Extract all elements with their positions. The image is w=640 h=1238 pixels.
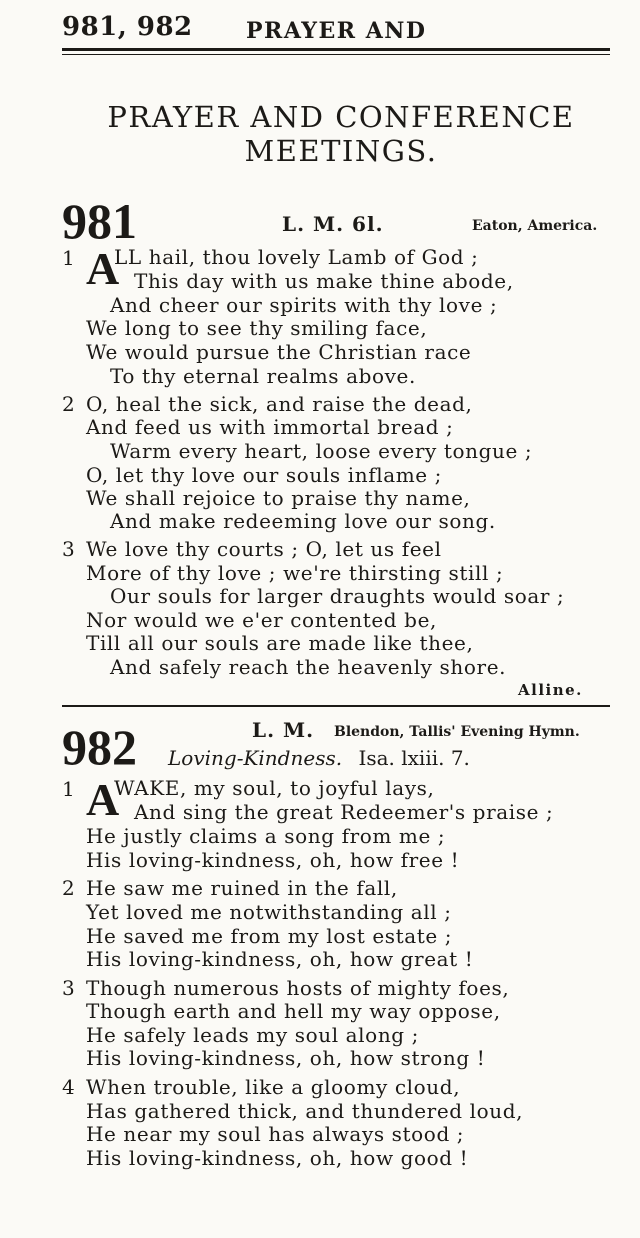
- verse-line: Has gathered thick, and thundered loud,: [86, 1099, 524, 1123]
- header-rule-thin: [62, 54, 610, 55]
- running-head: [62, 12, 610, 52]
- verse-line: Warm every heart, loose every tongue ;: [110, 439, 533, 463]
- verse-line: Our souls for larger draughts would soar ;: [110, 584, 565, 608]
- verse-line: And sing the great Redeemer's praise ;: [134, 800, 554, 824]
- section-title-line2: MEETINGS.: [244, 134, 438, 168]
- verse-line: We love thy courts ; O, let us feel: [86, 537, 442, 561]
- hymn-tune: Eaton, America.: [472, 218, 598, 234]
- hymn-author: Alline.: [518, 681, 583, 699]
- verse-line: O, heal the sick, and raise the dead,: [86, 392, 473, 416]
- stanza-number: 2: [62, 876, 75, 900]
- verse-line: More of thy love ; we're thirsting still ;: [86, 561, 504, 585]
- verse-line: Though earth and hell my way oppose,: [86, 999, 501, 1023]
- section-title: [62, 100, 620, 168]
- verse-line: Yet loved me notwithstanding all ;: [86, 900, 452, 924]
- stanza-number: 3: [62, 537, 75, 561]
- verse-line: WAKE, my soul, to joyful lays,: [114, 776, 435, 800]
- drop-cap: A: [86, 243, 120, 294]
- verse-line: His loving-kindness, oh, how strong !: [86, 1046, 486, 1070]
- verse-line: We would pursue the Christian race: [86, 340, 472, 364]
- verse-line: Till all our souls are made like thee,: [86, 631, 474, 655]
- verse-line: He justly claims a song from me ;: [86, 824, 446, 848]
- verse-line: And cheer our spirits with thy love ;: [110, 293, 498, 317]
- stanza-number: 2: [62, 392, 75, 416]
- hymn-meter: L. M.: [252, 718, 315, 742]
- hymn-number: 981: [62, 193, 137, 249]
- verse-line: And make redeeming love our song.: [110, 509, 496, 533]
- stanza-number: 1: [62, 246, 75, 270]
- verse-line: LL hail, thou lovely Lamb of God ;: [114, 245, 479, 269]
- subtitle-theme: Loving-Kindness.: [168, 746, 343, 770]
- hymn-divider: [62, 705, 610, 707]
- hymn-number: 982: [62, 719, 137, 775]
- verse-line: He saw me ruined in the fall,: [86, 876, 398, 900]
- page-numbers: 981, 982: [62, 12, 193, 42]
- hymn-meter: L. M. 6l.: [282, 212, 384, 236]
- verse-line: His loving-kindness, oh, how free !: [86, 848, 460, 872]
- verse-line: We long to see thy smiling face,: [86, 316, 428, 340]
- hymn-tune: Blendon, Tallis' Evening Hymn.: [334, 724, 580, 740]
- verse-line: O, let thy love our souls inflame ;: [86, 463, 443, 487]
- verse-line: His loving-kindness, oh, how good !: [86, 1146, 469, 1170]
- header-rule-thick: [62, 48, 610, 51]
- verse-line: His loving-kindness, oh, how great !: [86, 947, 474, 971]
- verse-line: Nor would we e'er contented be,: [86, 608, 437, 632]
- verse-line: This day with us make thine abode,: [134, 269, 514, 293]
- verse-line: To thy eternal realms above.: [110, 364, 416, 388]
- stanza-number: 3: [62, 976, 75, 1000]
- verse-line: He safely leads my soul along ;: [86, 1023, 419, 1047]
- verse-line: And feed us with immortal bread ;: [86, 415, 454, 439]
- stanza-number: 1: [62, 777, 75, 801]
- scripture-reference: Isa. lxiii. 7.: [358, 746, 470, 770]
- hymn-subtitle: [168, 746, 470, 770]
- verse-line: Though numerous hosts of mighty foes,: [86, 976, 510, 1000]
- stanza-number: 4: [62, 1075, 75, 1099]
- verse-line: When trouble, like a gloomy cloud,: [86, 1075, 461, 1099]
- verse-line: We shall rejoice to praise thy name,: [86, 486, 471, 510]
- verse-line: He saved me from my lost estate ;: [86, 924, 453, 948]
- verse-line: And safely reach the heavenly shore.: [110, 655, 507, 679]
- verse-line: He near my soul has always stood ;: [86, 1122, 465, 1146]
- section-title-line1: PRAYER AND CONFERENCE: [107, 100, 575, 134]
- running-title: PRAYER AND: [246, 18, 427, 44]
- drop-cap: A: [86, 774, 120, 825]
